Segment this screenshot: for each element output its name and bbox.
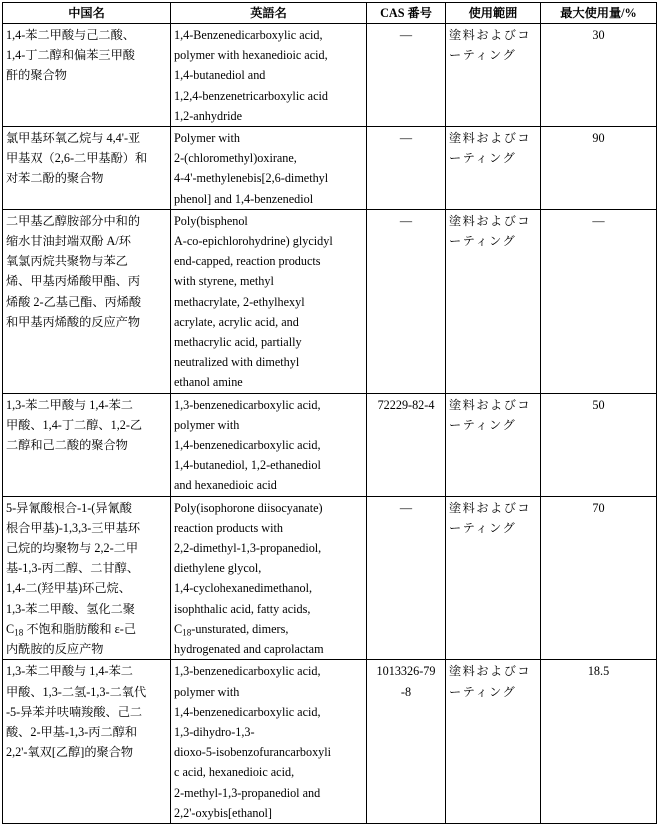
cell-line: 烯、甲基丙烯酸甲酯、丙: [6, 274, 141, 289]
cell-line: $C_{18}$ 不饱和脂肪酸和 ε-己: [6, 621, 137, 638]
use-scope-cell: [446, 496, 541, 660]
chinese-name-cell: [3, 496, 171, 660]
cell-line: reaction products with: [174, 520, 283, 535]
english-name-cell: [171, 393, 367, 496]
cell-line: dioxo-5-isobenzofurancarboxyli: [174, 745, 332, 760]
cell-line: 2,2-dimethyl-1,3-propanediol,: [174, 541, 322, 556]
max-use-cell: 90: [541, 127, 657, 210]
use-scope-cell: [446, 660, 541, 824]
english-name-cell: [171, 660, 367, 824]
max-use-cell: —: [541, 209, 657, 393]
cell-line: 1,4-Benzenedicarboxylic acid,: [174, 28, 323, 42]
cas-number-cell: —: [367, 24, 446, 127]
cell-line: 1,4-苯二甲酸与己二酸、: [6, 28, 135, 42]
english-name-cell: [171, 127, 367, 210]
cell-line: 酐的聚合物: [6, 68, 67, 83]
cell-line: -8: [400, 684, 412, 699]
chinese-name-cell: [3, 393, 171, 496]
cell-line: 塗料およびコ: [449, 28, 532, 42]
cell-line: 1,4-二(羟甲基)环己烷、: [6, 581, 131, 596]
cell-line: hydrogenated and caprolactam: [174, 642, 324, 657]
cell-line: polymer with: [174, 684, 240, 699]
max-use-cell: 70: [541, 496, 657, 660]
header-english-name: 英語名: [171, 3, 367, 24]
use-scope-cell: [446, 393, 541, 496]
cell-line: 己烷的均聚物与 2,2-二甲: [6, 541, 139, 556]
cell-line: ーティング: [449, 151, 517, 166]
use-scope-cell: [446, 209, 541, 393]
use-scope-cell: [446, 24, 541, 127]
cell-line: Poly(isophorone diisocyanate): [174, 500, 323, 515]
cell-line: 根合甲基)-1,3,3-三甲基环: [6, 520, 141, 535]
cell-line: isophthalic acid, fatty acids,: [174, 601, 311, 616]
cas-number-cell: —: [367, 209, 446, 393]
cell-line: 1,2,4-benzenetricarboxylic acid: [174, 88, 328, 103]
cell-line: polymer with: [174, 417, 240, 432]
header-use-scope: 使用範囲: [446, 3, 541, 24]
cell-line: 1,2-anhydride: [174, 108, 243, 123]
cell-line: A-co-epichlorohydrine) glycidyl: [174, 234, 333, 249]
cell-line: acrylate, acrylic acid, and: [174, 314, 299, 329]
cas-number-cell: —: [367, 127, 446, 210]
table-row: [3, 660, 657, 824]
cell-line: 1,3-苯二甲酸、氢化二聚: [6, 601, 135, 616]
cell-line: 甲基双（2,6-二甲基酚）和: [6, 151, 148, 166]
table-row: [3, 24, 657, 127]
cas-number-cell: [367, 660, 446, 824]
cell-line: 1,4-丁二醇和偏苯三甲酸: [6, 48, 135, 63]
cell-line: ethanol amine: [174, 375, 243, 390]
header-max-use: 最大使用量/%: [541, 3, 657, 24]
cell-line: ーティング: [449, 684, 517, 699]
cell-line: $C_{18}$-unsturated, dimers,: [174, 621, 289, 638]
cell-line: neutralized with dimethyl: [174, 355, 300, 370]
cell-line: 塗料およびコ: [449, 213, 532, 228]
chinese-name-cell: [3, 24, 171, 127]
chinese-name-cell: [3, 660, 171, 824]
cell-line: 塗料およびコ: [449, 500, 532, 515]
cell-line: -5-异苯并呋喃羧酸、己二: [6, 704, 143, 719]
cell-line: 2,2'-氧双[乙醇]的聚合物: [6, 745, 134, 760]
cell-line: methacrylic acid, partially: [174, 335, 302, 350]
cell-line: 1,4-cyclohexanedimethanol,: [174, 581, 313, 596]
english-name-cell: [171, 24, 367, 127]
cell-line: 1,4-butanediol and: [174, 68, 266, 83]
cell-line: 1,3-benzenedicarboxylic acid,: [174, 664, 321, 679]
chinese-name-cell: [3, 127, 171, 210]
cell-line: polymer with hexanedioic acid,: [174, 48, 328, 63]
table-body: [3, 24, 657, 824]
cell-line: with styrene, methyl: [174, 274, 274, 289]
cell-line: c acid, hexanedioic acid,: [174, 765, 295, 780]
cell-line: 酸、2-甲基-1,3-丙二醇和: [6, 724, 138, 739]
cell-line: methacrylate, 2-ethylhexyl: [174, 294, 305, 309]
cell-line: 对苯二酚的聚合物: [6, 171, 104, 186]
cell-line: 2-methyl-1,3-propanediol and: [174, 785, 321, 800]
cell-line: 2-(chloromethyl)oxirane,: [174, 151, 297, 166]
cell-line: 甲酸、1,4-丁二醇、1,2-乙: [6, 417, 143, 432]
table-row: [3, 127, 657, 210]
max-use-cell: 18.5: [541, 660, 657, 824]
cell-line: 烯酸 2-乙基己酯、丙烯酸: [6, 294, 142, 309]
chinese-name-cell: [3, 209, 171, 393]
cell-line: 塗料およびコ: [449, 397, 532, 412]
cell-line: 1013326-79: [376, 664, 436, 679]
header-chinese-name: 中国名: [3, 3, 171, 24]
cell-line: ーティング: [449, 417, 517, 432]
substance-table: [2, 2, 657, 824]
use-scope-cell: [446, 127, 541, 210]
cell-line: 4-4'-methylenebis[2,6-dimethyl: [174, 171, 329, 186]
cell-line: 2,2'-oxybis[ethanol]: [174, 805, 272, 820]
cell-line: 氯甲基环氧乙烷与 4,4'-亚: [6, 131, 141, 146]
table-row: [3, 209, 657, 393]
cell-line: end-capped, reaction products: [174, 254, 321, 269]
cell-line: 1,3-dihydro-1,3-: [174, 724, 255, 739]
cell-line: 1,4-benzenedicarboxylic acid,: [174, 438, 321, 453]
cell-line: 塗料およびコ: [449, 664, 532, 679]
cell-line: 氧氯丙烷共聚物与苯乙: [6, 254, 128, 269]
cell-line: 二甲基乙醇胺部分中和的: [6, 213, 141, 228]
cell-line: 内酰胺的反应产物: [6, 642, 104, 657]
cell-line: 甲酸、1,3-二氢-1,3-二氧代: [6, 684, 147, 699]
cell-line: 1,3-benzenedicarboxylic acid,: [174, 397, 321, 412]
max-use-cell: 50: [541, 393, 657, 496]
cell-line: and hexanedioic acid: [174, 478, 277, 493]
cell-line: ーティング: [449, 234, 517, 249]
max-use-cell: 30: [541, 24, 657, 127]
english-name-cell: [171, 496, 367, 660]
header-row: [3, 3, 657, 24]
cell-line: Polymer with: [174, 131, 241, 146]
cell-line: phenol] and 1,4-benzenediol: [174, 191, 314, 206]
cell-line: Poly(bisphenol: [174, 213, 248, 228]
cell-line: diethylene glycol,: [174, 561, 262, 576]
cell-line: 缩水甘油封端双酚 A/环: [6, 234, 131, 249]
cell-line: 5-异氰酸根合-1-(异氰酸: [6, 500, 132, 515]
cell-line: ーティング: [449, 520, 517, 535]
header-cas-number: CAS 番号: [367, 3, 446, 24]
table-row: [3, 393, 657, 496]
cell-line: 塗料およびコ: [449, 131, 532, 146]
cell-line: 1,3-苯二甲酸与 1,4-苯二: [6, 397, 133, 412]
table-row: [3, 496, 657, 660]
english-name-cell: [171, 209, 367, 393]
cell-line: 1,4-butanediol, 1,2-ethanediol: [174, 458, 321, 473]
cell-line: 和甲基丙烯酸的反应产物: [6, 314, 141, 329]
cell-line: 基-1,3-丙二醇、二甘醇、: [6, 561, 140, 576]
cas-number-cell: —: [367, 496, 446, 660]
cell-line: 1,3-苯二甲酸与 1,4-苯二: [6, 664, 133, 679]
cell-line: 二醇和己二酸的聚合物: [6, 438, 128, 453]
cas-number-cell: 72229-82-4: [367, 393, 446, 496]
cell-line: 1,4-benzenedicarboxylic acid,: [174, 704, 321, 719]
cell-line: ーティング: [449, 48, 517, 63]
